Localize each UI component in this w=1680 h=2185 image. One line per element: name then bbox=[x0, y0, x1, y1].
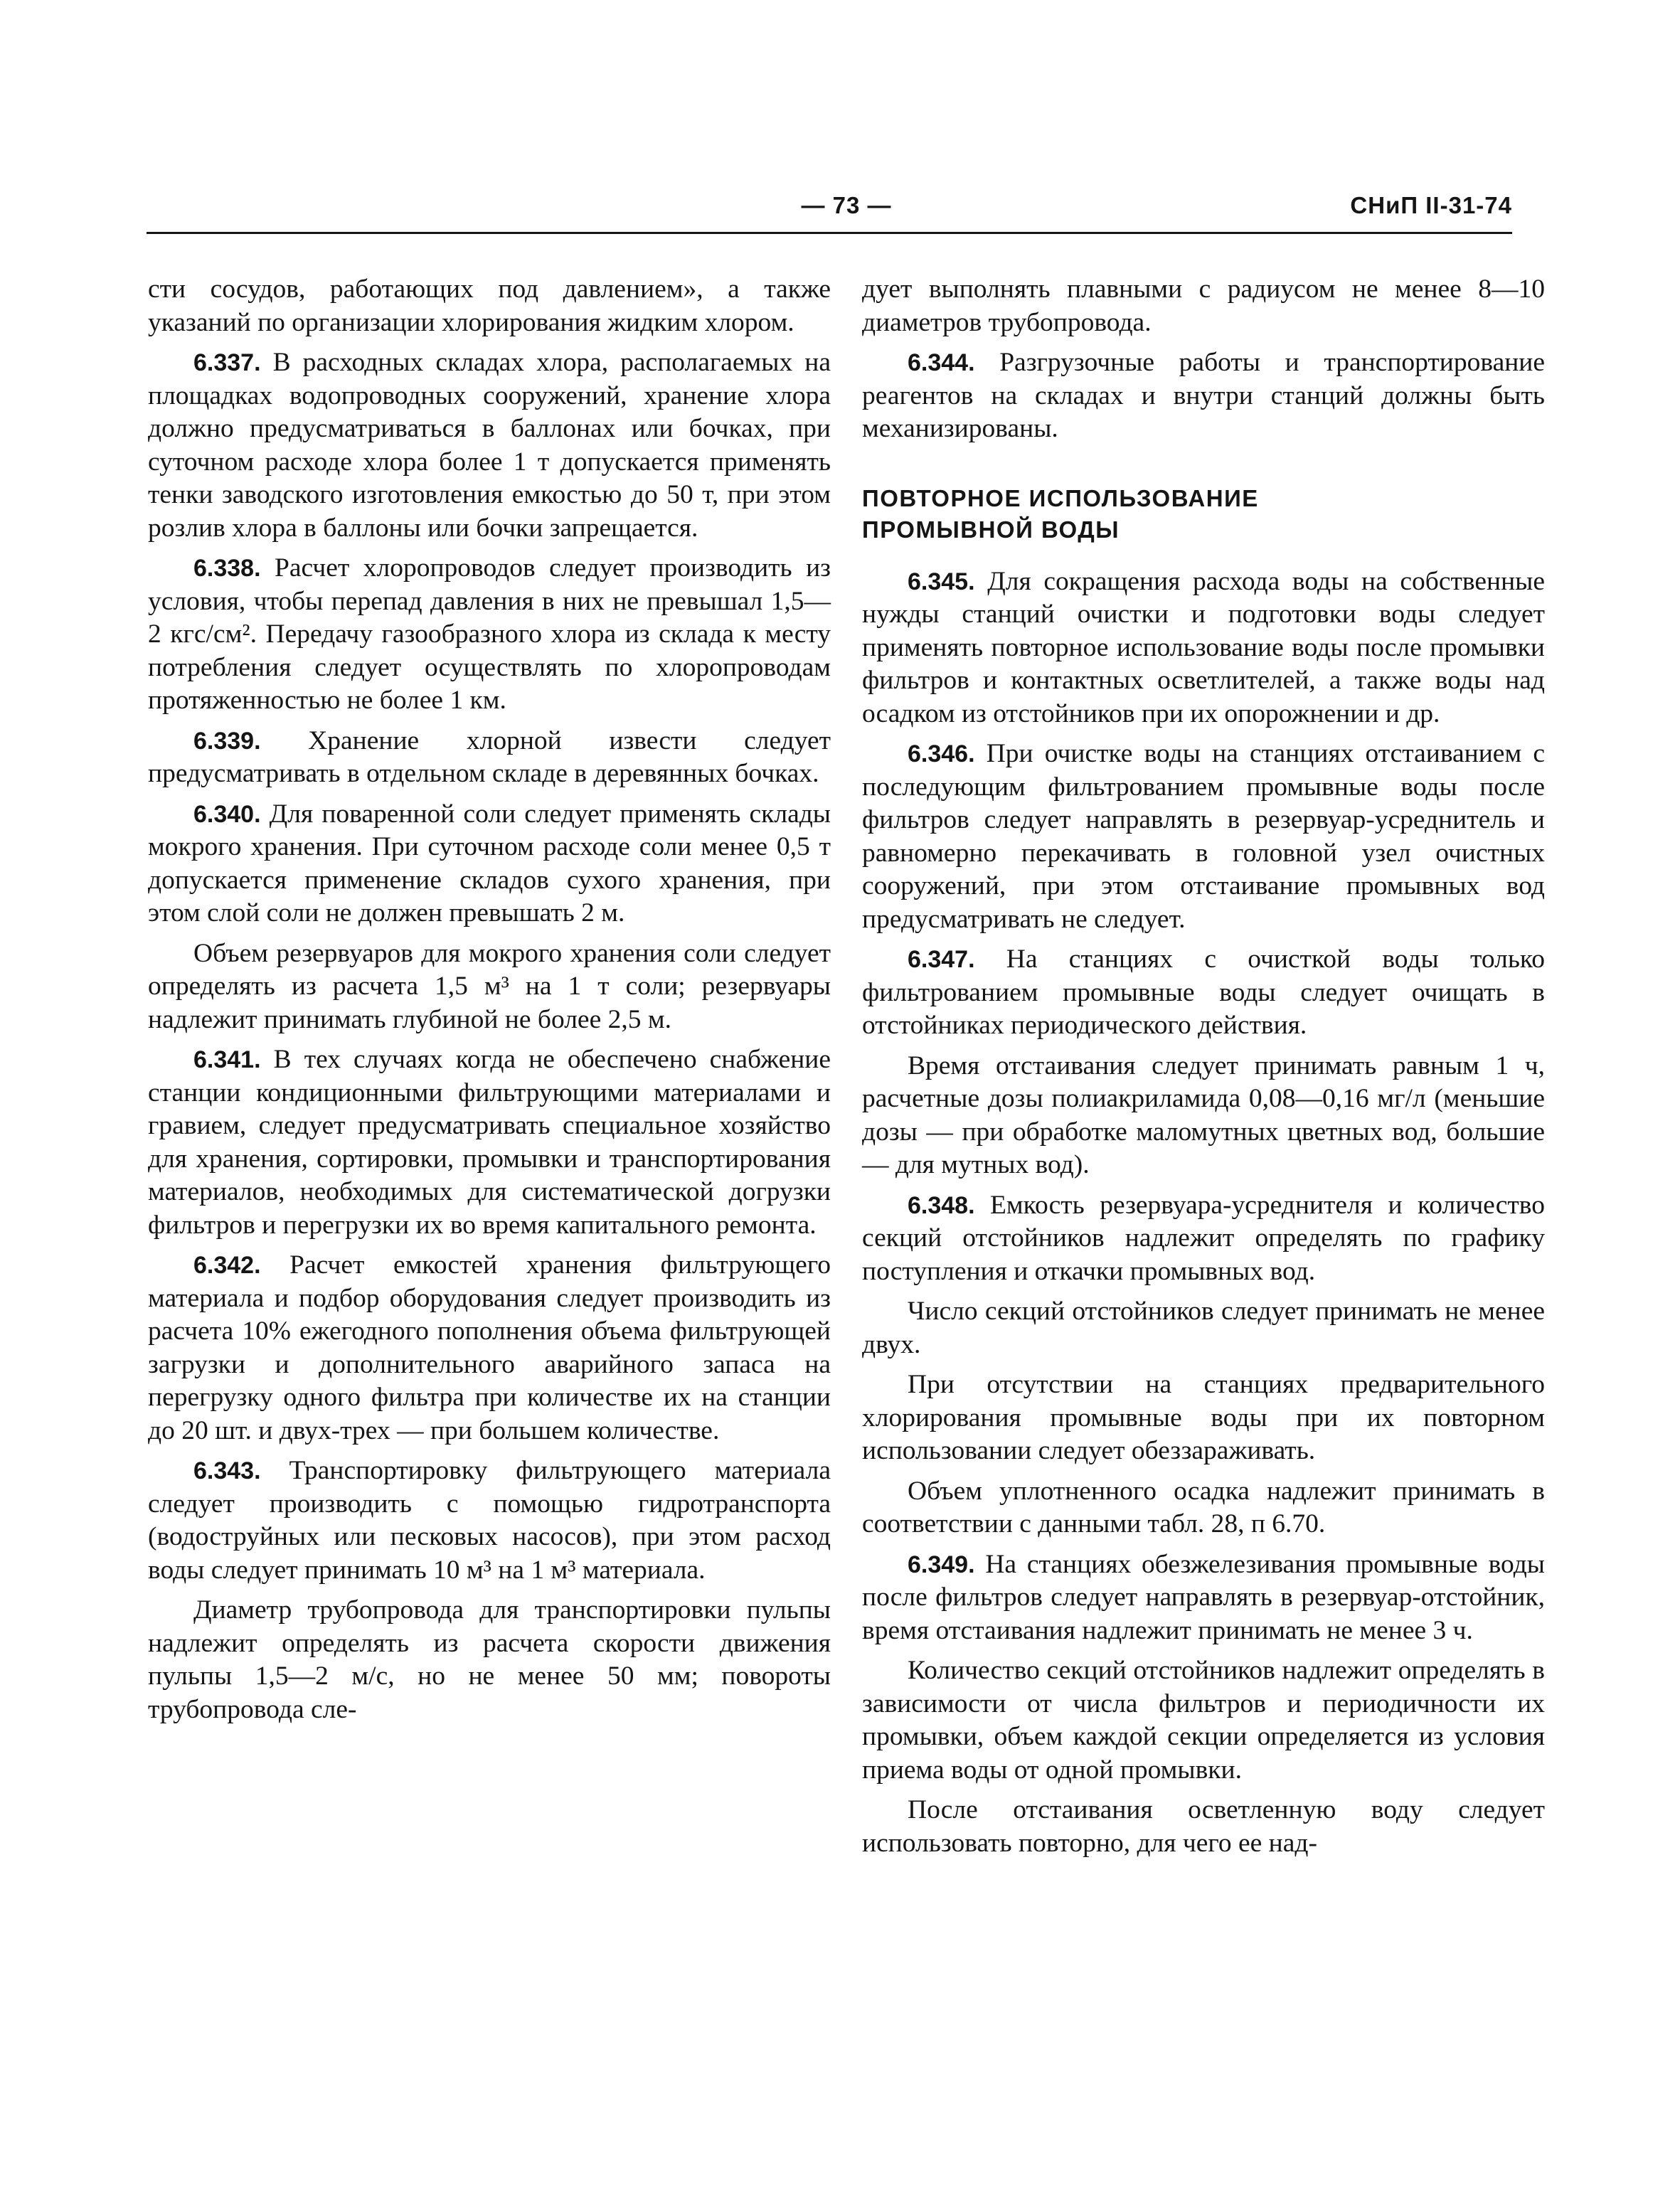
clause-number: 6.342. bbox=[193, 1252, 261, 1279]
clause-number: 6.344. bbox=[908, 349, 975, 376]
paragraph-text: После отстаивания осветленную воду следует использовать повторно, для чего ее над- bbox=[862, 1795, 1545, 1858]
clause-number: 6.337. bbox=[193, 349, 261, 376]
clause-number: 6.339. bbox=[193, 727, 261, 755]
paragraph-text: дует выполнять плавными с радиусом не менее 8—10 диаметров трубопровода. bbox=[862, 275, 1545, 337]
paragraph bbox=[148, 273, 831, 339]
paragraph bbox=[148, 798, 831, 930]
page-number: — 73 — bbox=[801, 192, 892, 218]
section-heading bbox=[862, 483, 1545, 546]
paragraph bbox=[862, 1050, 1545, 1182]
section-heading-line-2: ПРОМЫВНОЙ ВОДЫ bbox=[862, 516, 1120, 543]
clause-number: 6.343. bbox=[193, 1457, 261, 1484]
paragraph-text: Число секций отстойников следует принимать не менее двух. bbox=[862, 1297, 1545, 1359]
paragraph-text: Диаметр трубопровода для транспортировки пульпы надлежит определять из расчета скорости движения пульпы 1,5—2 м/с, но не менее 50 мм; повороты трубопровода сле- bbox=[148, 1595, 831, 1724]
paragraph-text: Для сокращения расхода воды на собственные нужды станций очистки и подготовки воды следует применять повторное использование воды после промывки фильтров и контактных осветлителей, а также воды над осадком из отстойников при их опорожнении и др. bbox=[862, 566, 1545, 728]
paragraph bbox=[862, 1189, 1545, 1289]
paragraph-text: Емкость резервуара-усреднителя и количество секций отстойников надлежит определять по графику поступления и откачки промывных вод. bbox=[862, 1190, 1545, 1286]
paragraph-text: Для поваренной соли следует применять склады мокрого хранения. При суточном расходе соли менее 0,5 т допускается применение складов сухого хранения, при этом слой соли не должен превышать 2 м. bbox=[148, 799, 831, 927]
paragraph-text: Расчет хлоропроводов следует производить из условия, чтобы перепад давления в них не превышал 1,5—2 кгс/см². Передачу газообразного хлора из склада к месту потребления следует осуществлять по хлоропроводам протяженностью не более 1 км. bbox=[148, 553, 831, 715]
paragraph-text: Время отстаивания следует принимать равным 1 ч, расчетные дозы полиакриламида 0,08—0,16 мг/л (меньшие дозы — при обработке маломутных цветных вод, большие — для мутных вод). bbox=[862, 1051, 1545, 1179]
right-column bbox=[862, 273, 1545, 1867]
paragraph-text: При отсутствии на станциях предварительного хлорирования промывные воды при их повторном использовании следует обеззараживать. bbox=[862, 1370, 1545, 1465]
paragraph-text: На станциях обезжелезивания промывные воды после фильтров следует направлять в резервуар-отстойник, время отстаивания надлежит принимать не менее 3 ч. bbox=[862, 1549, 1545, 1645]
paragraph-text: В тех случаях когда не обеспечено снабжение станции кондиционными фильтрующими материалами и гравием, следует предусматривать специальное хозяйство для хранения, сортировки, промывки и транспортирования материалов, необходимых для систематической догрузки фильтров и перегрузки их во время капитального ремонта. bbox=[148, 1045, 831, 1240]
clause-number: 6.338. bbox=[193, 555, 261, 582]
paragraph bbox=[148, 1455, 831, 1587]
paragraph bbox=[862, 1368, 1545, 1468]
paragraph-text: Хранение хлорной извести следует предусматривать в отдельном складе в деревянных бочках. bbox=[148, 725, 831, 788]
paragraph-text: Объем резервуаров для мокрого хранения соли следует определять из расчета 1,5 м³ на 1 т соли; резервуары надлежит принимать глубиной не более 2,5 м. bbox=[148, 938, 831, 1034]
paragraph bbox=[862, 346, 1545, 446]
paragraph-text: сти сосудов, работающих под давлением», а также указаний по организации хлорирования жидким хлором. bbox=[148, 275, 831, 337]
paragraph bbox=[862, 1475, 1545, 1541]
paragraph-text: Разгрузочные работы и транспортирование реагентов на складах и внутри станций должны быть механизированы. bbox=[862, 348, 1545, 443]
paragraph bbox=[862, 1794, 1545, 1860]
paragraph-text: При очистке воды на станциях отстаиванием с последующим фильтрованием промывные воды после фильтров следует направлять в резервуар-усреднитель и равномерно перекачивать в головной узел очистных сооружений, при этом отстаивание промывных вод предусматривать не следует. bbox=[862, 739, 1545, 934]
paragraph bbox=[148, 725, 831, 791]
section-heading-line-1: ПОВТОРНОЕ ИСПОЛЬЗОВАНИЕ bbox=[862, 484, 1259, 511]
paragraph bbox=[148, 1043, 831, 1242]
paragraph-text: Объем уплотненного осадка надлежит принимать в соответствии с данными табл. 28, п 6.70. bbox=[862, 1476, 1545, 1538]
paragraph bbox=[862, 738, 1545, 936]
paragraph bbox=[148, 552, 831, 718]
left-column bbox=[148, 273, 831, 1733]
paragraph bbox=[862, 1548, 1545, 1648]
document-code: СНиП II-31-74 bbox=[1350, 192, 1512, 218]
clause-number: 6.349. bbox=[908, 1551, 975, 1578]
paragraph bbox=[862, 1295, 1545, 1361]
header-rule bbox=[147, 232, 1512, 234]
paragraph bbox=[862, 565, 1545, 731]
paragraph-text: Количество секций отстойников надлежит определять в зависимости от числа фильтров и периодичности их промывки, объем каждой секции определяется из условия приема воды от одной промывки. bbox=[862, 1656, 1545, 1785]
paragraph bbox=[148, 1594, 831, 1726]
clause-number: 6.346. bbox=[908, 740, 975, 767]
paragraph bbox=[862, 1654, 1545, 1787]
paragraph-text: Транспортировку фильтрующего материала следует производить с помощью гидротранспорта (водоструйных или песковых насосов), при этом расход воды следует принимать 10 м³ на 1 м³ материала. bbox=[148, 1456, 831, 1585]
clause-number: 6.345. bbox=[908, 568, 975, 595]
paragraph bbox=[148, 346, 831, 545]
paragraph bbox=[862, 943, 1545, 1043]
clause-number: 6.341. bbox=[193, 1046, 261, 1073]
clause-number: 6.347. bbox=[908, 946, 975, 973]
paragraph bbox=[862, 273, 1545, 339]
clause-number: 6.348. bbox=[908, 1191, 975, 1219]
paragraph bbox=[148, 937, 831, 1037]
paragraph-text: В расходных складах хлора, располагаемых на площадках водопроводных сооружений, хранение хлора должно предусматриваться в баллонах или бочках, при суточном расходе хлора более 1 т допускается применять тенки заводского изготовления емкостью до 50 т, при этом розлив хлора в баллоны или бочки запрещается. bbox=[148, 348, 831, 543]
clause-number: 6.340. bbox=[193, 800, 261, 828]
paragraph bbox=[148, 1249, 831, 1447]
paragraph-text: Расчет емкостей хранения фильтрующего материала и подбор оборудования следует производить из расчета 10% ежегодного пополнения объема фильтрующей загрузки и дополнительного аварийного запаса на перегрузку одного фильтра при количестве их на станции до 20 шт. и двух-трех — при большем количестве. bbox=[148, 1250, 831, 1445]
paragraph-text: На станциях с очисткой воды только фильтрованием промывные воды следует очищать в отстойниках периодического действия. bbox=[862, 945, 1545, 1040]
